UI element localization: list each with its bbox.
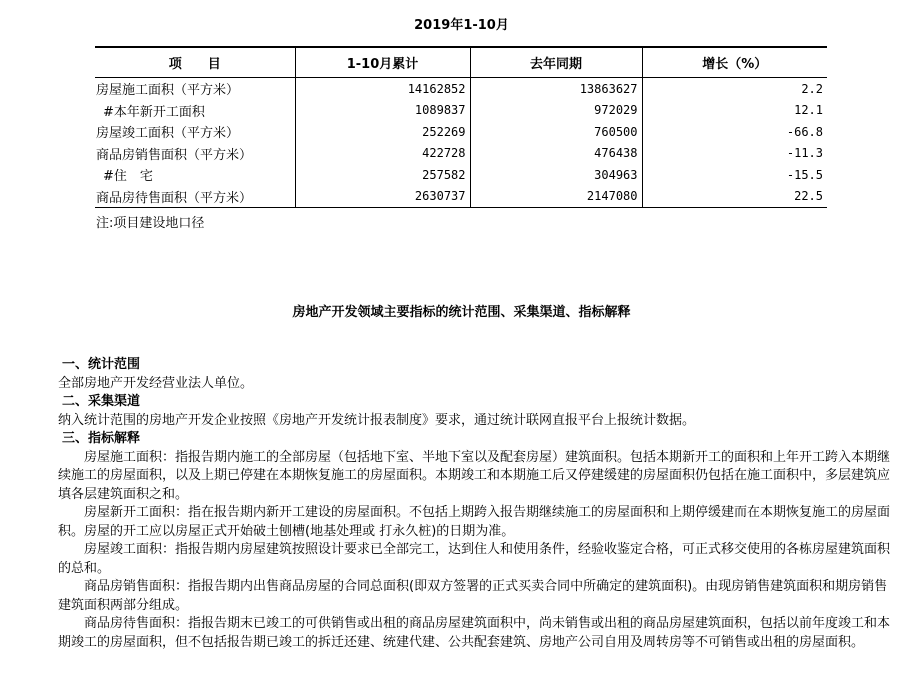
row-cumulative: 252269 <box>295 121 470 143</box>
table-row <box>95 143 827 165</box>
table-note: 注:项目建设地口径 <box>96 216 205 231</box>
document-title: 房地产开发领域主要指标的统计范围、采集渠道、指标解释 <box>292 305 631 320</box>
row-label: 商品房销售面积（平方米） <box>96 147 253 163</box>
row-cumulative: 2630737 <box>295 186 470 208</box>
row-label: 商品房待售面积（平方米） <box>95 186 295 208</box>
explanation-sections <box>58 356 898 652</box>
report-period: 2019年1-10月 <box>414 18 509 33</box>
section-heading-definitions: 三、指标解释 <box>62 431 141 446</box>
header-growth: 增长（%） <box>642 47 827 78</box>
header-cumulative: 1-10月累计 <box>295 47 470 78</box>
section-heading-scope: 一、统计范围 <box>62 357 141 372</box>
table-row <box>95 186 827 208</box>
header-last-year: 去年同期 <box>470 47 642 78</box>
row-last-year: 2147080 <box>470 186 642 208</box>
row-cumulative: 14162852 <box>295 78 470 100</box>
row-growth: -15.5 <box>642 164 827 186</box>
row-cumulative: 422728 <box>295 143 470 165</box>
row-growth: -66.8 <box>642 121 827 143</box>
row-last-year: 476438 <box>470 143 642 165</box>
row-growth: 22.5 <box>642 186 827 208</box>
row-cumulative: 1089837 <box>295 100 470 122</box>
row-last-year: 972029 <box>470 100 642 122</box>
header-item: 项 目 <box>95 47 295 78</box>
row-label: 房屋施工面积（平方米） <box>96 83 240 99</box>
section-body-channel: 纳入统计范围的房地产开发企业按照《房地产开发统计报表制度》要求，通过统计联网直报平台上报统计数据。 <box>58 412 696 428</box>
row-growth: 2.2 <box>642 78 827 100</box>
definition-new-construction-area: 房屋新开工面积：指在报告期内新开工建设的房屋面积。不包括上期跨入报告期继续施工的房屋面积和上期停缓建而在本期恢复施工的房屋面积。房屋的开工应以房屋正式开始破土刨槽(地基处理或 打永久桩)的日期为准。 <box>58 505 891 539</box>
row-last-year: 304963 <box>470 164 642 186</box>
row-label: #住 宅 <box>103 169 153 185</box>
row-growth: -11.3 <box>642 143 827 165</box>
row-growth: 12.1 <box>642 100 827 122</box>
statistics-table <box>95 46 827 208</box>
table-row <box>95 78 827 100</box>
table-row <box>95 100 827 122</box>
definition-completed-area: 房屋竣工面积：指报告期内房屋建筑按照设计要求已全部完工，达到住人和使用条件，经验收鉴定合格，可正式移交使用的各栋房屋建筑面积的总和。 <box>58 542 891 576</box>
table-row <box>95 164 827 186</box>
section-body-scope: 全部房地产开发经营业法人单位。 <box>58 375 254 391</box>
section-heading-channel: 二、采集渠道 <box>62 394 141 409</box>
table-header-row <box>95 47 827 78</box>
row-cumulative: 257582 <box>295 164 470 186</box>
definition-construction-area: 房屋施工面积：指报告期内施工的全部房屋（包括地下室、半地下室以及配套房屋）建筑面积。包括本期新开工的面积和上年开工跨入本期继续施工的房屋面积，以及上期已停建在本期恢复施工的房屋面积。本期竣工和本期施工后又停建缓建的房屋面积仍包括在施工面积中，多层建筑应填各层建筑面积之和。 <box>58 449 891 502</box>
definition-unsold-area: 商品房待售面积：指报告期末已竣工的可供销售或出租的商品房屋建筑面积中，尚未销售或出租的商品房屋建筑面积，包括以前年度竣工和本期竣工的房屋面积，但不包括报告期已竣工的拆迁还建、统建代建、公共配套建筑、房地产公司自用及周转房等不可销售或出租的房屋面积。 <box>58 616 891 650</box>
table-row <box>95 121 827 143</box>
definition-sales-area: 商品房销售面积：指报告期内出售商品房屋的合同总面积(即双方签署的正式买卖合同中所确定的建筑面积)。由现房销售建筑面积和期房销售建筑面积两部分组成。 <box>58 579 888 613</box>
row-label: #本年新开工面积 <box>103 104 205 120</box>
row-last-year: 13863627 <box>470 78 642 100</box>
row-last-year: 760500 <box>470 121 642 143</box>
row-label: 房屋竣工面积（平方米） <box>96 126 240 142</box>
